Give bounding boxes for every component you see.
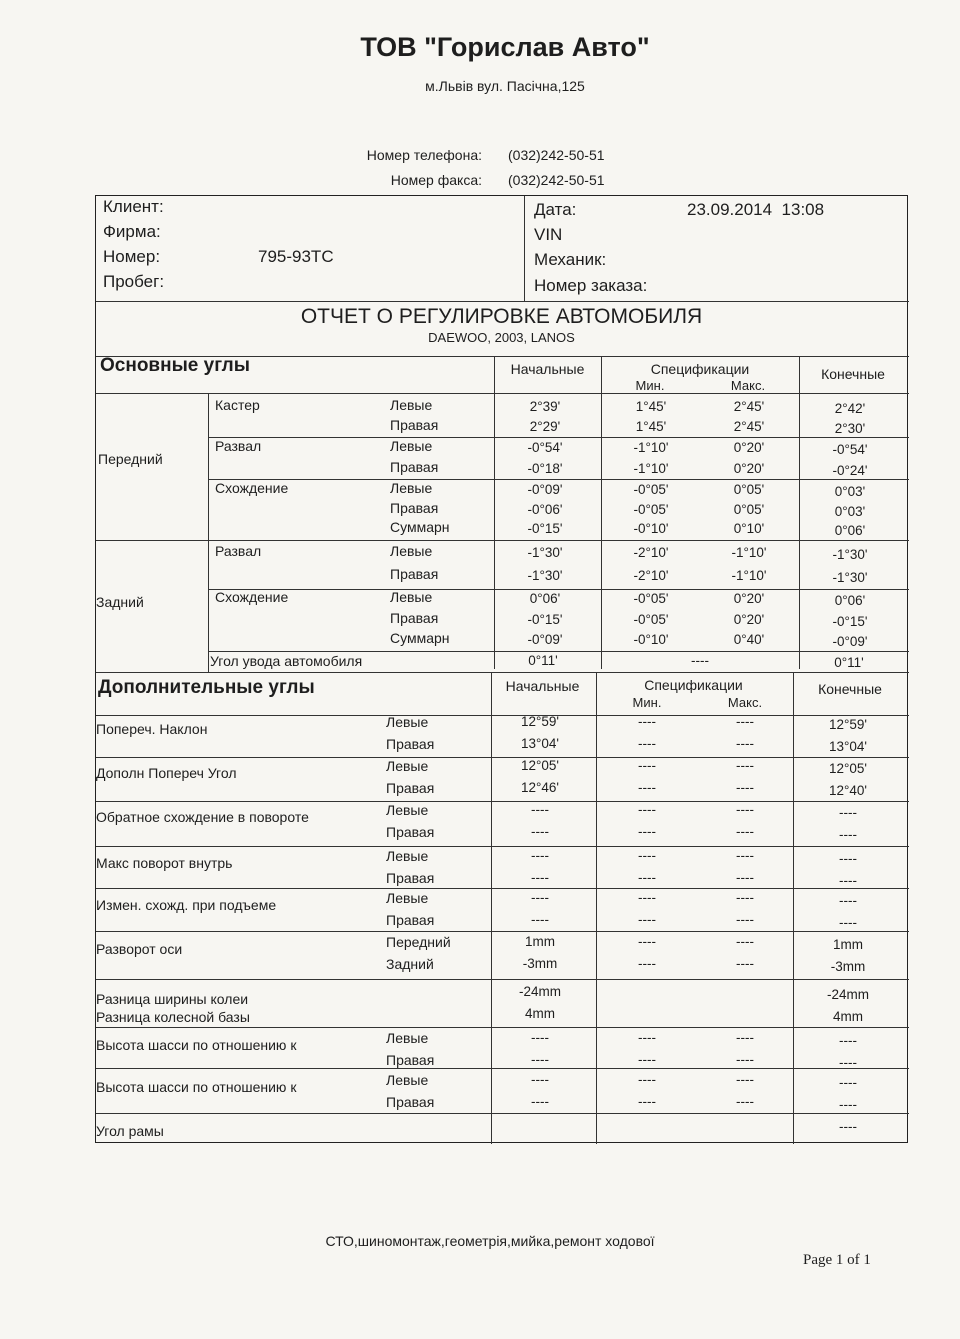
initial-value: ---- (531, 802, 549, 817)
spec-max-value: ---- (736, 1052, 754, 1067)
extra-group-label: Угол рамы (96, 1123, 164, 1139)
spec-max-value: -1°10' (731, 545, 767, 560)
extra-group-label: Разворот оси (96, 941, 183, 957)
spec-min-value: -0°10' (633, 521, 669, 536)
angle-group-label: Схождение (215, 480, 289, 496)
rear-axle-label: Задний (96, 594, 144, 610)
spec-max-value: ---- (736, 890, 754, 905)
initial-value: -0°06' (527, 502, 563, 517)
extra-group-label: Макс поворот внутрь (96, 855, 233, 871)
side-label: Левые (386, 1030, 429, 1046)
spec-max-value: ---- (736, 1030, 754, 1045)
initial-value: 0°06' (529, 591, 561, 606)
side-label: Правая (386, 824, 435, 840)
spec-min-value: -1°10' (633, 440, 669, 455)
spec-max-value: ---- (736, 1072, 754, 1087)
extra-group-label: Высота шасси по отношению к (96, 1037, 297, 1053)
spec-min-value: 1°45' (635, 399, 667, 414)
side-label: Задний (386, 956, 434, 972)
extra-group-label: Измен. схожд. при подъеме (96, 897, 277, 913)
extra-group-label: Высота шасси по отношению к (96, 1079, 297, 1095)
side-label: Левые (390, 438, 433, 454)
thrust-angle-label: Угол увода автомобиля (210, 653, 363, 669)
spec-max-value: 2°45' (733, 419, 765, 434)
initial-value: ---- (531, 1030, 549, 1045)
front-axle-label: Передний (98, 451, 163, 467)
initial-value: ---- (531, 848, 549, 863)
spec-min-value: ---- (638, 848, 656, 863)
side-label: Суммарн (390, 630, 450, 646)
final-value: -0°09' (832, 634, 868, 649)
spec-max-value: 0°05' (733, 502, 765, 517)
extra-angles-heading: Дополнительные углы (98, 677, 315, 698)
extra-col-initial: Начальные (505, 678, 580, 694)
side-label: Передний (386, 934, 451, 950)
final-value: ---- (839, 1055, 857, 1070)
initial-value: -0°09' (527, 632, 563, 647)
col-initial: Начальные (510, 361, 585, 377)
final-value: 12°59' (828, 717, 867, 732)
spec-max-value: 0°20' (733, 591, 765, 606)
initial-value: 4mm (525, 1006, 555, 1021)
number-label: Номер: (103, 247, 161, 266)
footer-services: СТО,шиномонтаж,геометрія,мийка,ремонт ходової (325, 1233, 655, 1249)
final-value: 0°03' (834, 484, 866, 499)
spec-max-value: ---- (736, 714, 754, 729)
final-value: -0°15' (832, 614, 868, 629)
spec-min-value: ---- (638, 736, 656, 751)
angle-group-label: Схождение (215, 589, 289, 605)
initial-value: -0°15' (527, 612, 563, 627)
spec-min-value: ---- (638, 824, 656, 839)
report-subtitle: DAEWOO, 2003, LANOS (428, 330, 575, 345)
spec-min-value: ---- (638, 956, 656, 971)
final-value: ---- (839, 1033, 857, 1048)
initial-value: -1°30' (527, 568, 563, 583)
spec-min-value: -2°10' (633, 568, 669, 583)
side-label: Правая (386, 780, 435, 796)
extra-group-label: Дополн Попереч Угол (96, 765, 237, 781)
side-label: Правая (386, 1052, 435, 1068)
angle-group-label: Развал (215, 543, 262, 559)
final-value: ---- (839, 1075, 857, 1090)
side-label: Правая (390, 417, 439, 433)
spec-max-value: ---- (736, 912, 754, 927)
side-label: Правая (386, 1094, 435, 1110)
side-label: Левые (386, 848, 429, 864)
side-label: Правая (390, 459, 439, 475)
initial-value: ---- (531, 1094, 549, 1109)
spec-max-value: ---- (736, 934, 754, 949)
final-value: ---- (839, 827, 857, 842)
final-value: ---- (839, 893, 857, 908)
final-value: ---- (839, 851, 857, 866)
initial-value: ---- (531, 824, 549, 839)
final-value: 4mm (833, 1009, 863, 1024)
thrust-spec: ---- (691, 653, 709, 668)
side-label: Правая (390, 610, 439, 626)
spec-max-value: ---- (736, 802, 754, 817)
spec-max-value: -1°10' (731, 568, 767, 583)
initial-value: 13°04' (520, 736, 559, 751)
spec-min-value: -0°05' (633, 591, 669, 606)
side-label: Суммарн (390, 519, 450, 535)
spec-min-value: 1°45' (635, 419, 667, 434)
fax-value: (032)242-50-51 (508, 172, 605, 188)
spec-min-value: -0°10' (633, 632, 669, 647)
final-value: -3mm (830, 959, 866, 974)
final-value: 0°03' (834, 504, 866, 519)
final-value: ---- (839, 805, 857, 820)
thrust-initial: 0°11' (528, 653, 558, 668)
initial-value: 12°46' (520, 780, 559, 795)
spec-max-value: 0°40' (733, 632, 765, 647)
spec-min-value: -0°05' (633, 482, 669, 497)
col-final: Конечные (821, 366, 885, 382)
spec-min-value: ---- (638, 780, 656, 795)
final-value: ---- (839, 915, 857, 930)
col-min: Мин. (635, 378, 665, 393)
spec-max-value: 0°05' (733, 482, 765, 497)
side-label: Левые (390, 589, 433, 605)
final-value: -1°30' (832, 570, 868, 585)
side-label: Левые (386, 802, 429, 818)
spec-max-value: ---- (736, 758, 754, 773)
initial-value: ---- (531, 1052, 549, 1067)
extra-col-final: Конечные (818, 681, 882, 697)
spec-max-value: 0°10' (733, 521, 765, 536)
report-title: ОТЧЕТ О РЕГУЛИРОВКЕ АВТОМОБИЛЯ (300, 305, 703, 328)
col-max: Макс. (730, 378, 766, 393)
thrust-final: 0°11' (834, 655, 864, 670)
side-label: Левые (386, 714, 429, 730)
final-value: 13°04' (828, 739, 867, 754)
side-label: Правая (390, 566, 439, 582)
spec-min-value: ---- (638, 1030, 656, 1045)
side-label: Левые (386, 1072, 429, 1088)
extra-group-label: Обратное схождение в повороте (96, 809, 309, 825)
spec-max-value: ---- (736, 1094, 754, 1109)
spec-max-value: 0°20' (733, 612, 765, 627)
initial-value: ---- (531, 890, 549, 905)
initial-value: ---- (531, 870, 549, 885)
spec-max-value: ---- (736, 870, 754, 885)
initial-value: -0°54' (527, 440, 563, 455)
initial-value: 12°59' (520, 714, 559, 729)
spec-max-value: ---- (736, 780, 754, 795)
initial-value: -0°09' (527, 482, 563, 497)
initial-value: -3mm (522, 956, 558, 971)
spec-min-value: ---- (638, 714, 656, 729)
initial-value: -0°18' (527, 461, 563, 476)
side-label: Правая (386, 870, 435, 886)
side-label: Левые (390, 480, 433, 496)
final-value: ---- (839, 1119, 857, 1134)
spec-min-value: ---- (638, 870, 656, 885)
spec-min-value: -0°05' (633, 502, 669, 517)
side-label: Левые (386, 758, 429, 774)
final-value: ---- (839, 1097, 857, 1112)
side-label: Правая (386, 736, 435, 752)
spec-max-value: 2°45' (733, 399, 765, 414)
spec-min-value: ---- (638, 912, 656, 927)
initial-value: ---- (531, 1072, 549, 1087)
angle-group-label: Кастер (215, 397, 260, 413)
spec-min-value: ---- (638, 1072, 656, 1087)
final-value: 12°40' (828, 783, 867, 798)
final-value: 0°06' (834, 523, 866, 538)
extra-col-min: Мин. (632, 695, 662, 710)
final-value: 2°42' (834, 401, 866, 416)
spec-min-value: -0°05' (633, 612, 669, 627)
spec-min-value: -2°10' (633, 545, 669, 560)
initial-value: -0°15' (527, 521, 563, 536)
final-value: ---- (839, 873, 857, 888)
date-value: 23.09.2014 13:08 (687, 200, 825, 219)
main-angles-heading: Основные углы (100, 355, 250, 376)
side-label: Левые (386, 890, 429, 906)
initial-value: -24mm (518, 984, 561, 999)
final-value: 2°30' (834, 421, 866, 436)
spec-max-value: ---- (736, 736, 754, 751)
final-value: -0°54' (832, 442, 868, 457)
spec-max-value: 0°20' (733, 461, 765, 476)
spec-min-value: -1°10' (633, 461, 669, 476)
spec-min-value: ---- (638, 758, 656, 773)
company-address: м.Львів вул. Пасічна,125 (425, 78, 585, 94)
initial-value: 12°05' (520, 758, 559, 773)
final-value: -24mm (826, 987, 869, 1002)
number-value: 795-93ТС (258, 247, 334, 266)
spec-max-value: 0°20' (733, 440, 765, 455)
extra-group-label: Попереч. Наклон (96, 721, 208, 737)
initial-value: ---- (531, 912, 549, 927)
client-label: Клиент: (103, 197, 164, 216)
date-label: Дата: (534, 200, 577, 219)
mileage-label: Пробег: (103, 272, 165, 291)
spec-min-value: ---- (638, 1052, 656, 1067)
initial-value: 1mm (525, 934, 555, 949)
extra-group-label-2: Разница колесной базы (96, 1009, 250, 1025)
side-label: Правая (386, 912, 435, 928)
spec-min-value: ---- (638, 1094, 656, 1109)
final-value: -1°30' (832, 547, 868, 562)
page-number: Page 1 of 1 (803, 1252, 871, 1268)
fax-label: Номер факса: (390, 172, 482, 188)
spec-min-value: ---- (638, 934, 656, 949)
side-label: Левые (390, 397, 433, 413)
spec-min-value: ---- (638, 802, 656, 817)
order-number-label: Номер заказа: (534, 276, 648, 295)
company-name: ТОВ "Горислав Авто" (360, 32, 650, 62)
initial-value: 2°39' (529, 399, 561, 414)
final-value: 12°05' (828, 761, 867, 776)
side-label: Левые (390, 543, 433, 559)
initial-value: -1°30' (527, 545, 563, 560)
phone-value: (032)242-50-51 (508, 147, 605, 163)
final-value: 0°06' (834, 593, 866, 608)
spec-max-value: ---- (736, 824, 754, 839)
spec-min-value: ---- (638, 890, 656, 905)
vin-label: VIN (534, 225, 563, 244)
final-value: -0°24' (832, 463, 868, 478)
final-value: 1mm (833, 937, 863, 952)
phone-label: Номер телефона: (366, 147, 482, 163)
side-label: Правая (390, 500, 439, 516)
firm-label: Фирма: (103, 222, 161, 241)
spec-max-value: ---- (736, 956, 754, 971)
col-spec: Спецификации (650, 361, 750, 377)
mechanic-label: Механик: (534, 250, 607, 269)
extra-col-spec: Спецификации (644, 677, 743, 693)
initial-value: 2°29' (529, 419, 561, 434)
extra-col-max: Макс. (727, 695, 763, 710)
extra-group-label: Разница ширины колеи (96, 991, 249, 1007)
angle-group-label: Развал (215, 438, 262, 454)
spec-max-value: ---- (736, 848, 754, 863)
